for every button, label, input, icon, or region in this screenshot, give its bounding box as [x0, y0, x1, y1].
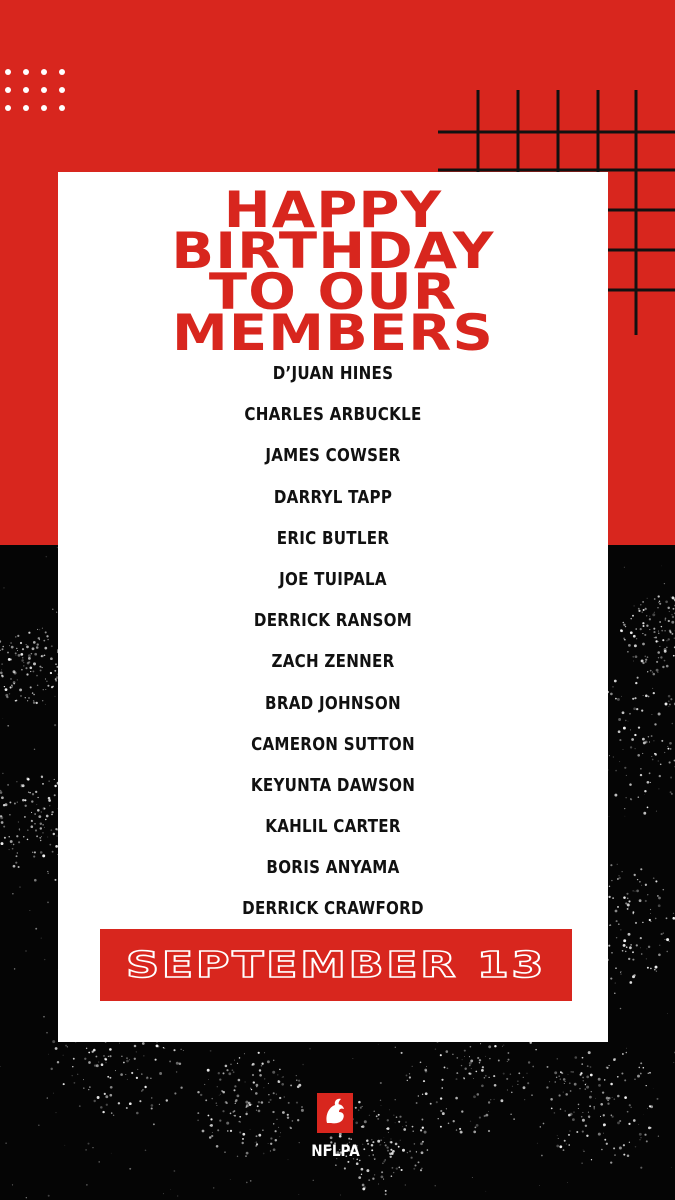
member-name: CHARLES ARBUCKLE	[244, 404, 422, 426]
member-name: DERRICK CRAWFORD	[242, 898, 424, 920]
date-banner	[100, 929, 572, 1001]
birthday-card	[58, 172, 608, 1042]
member-name: ERIC BUTLER	[276, 527, 390, 549]
member-name: JAMES COWSER	[265, 445, 401, 467]
member-name: DERRICK RANSOM	[253, 610, 413, 632]
member-name: DARRYL TAPP	[273, 486, 393, 508]
heading-line-1: HAPPY	[223, 181, 443, 239]
date-label: SEPTEMBER 13	[126, 945, 546, 986]
heading	[25, 181, 641, 362]
nflpa-shield-icon	[317, 1093, 353, 1133]
heading-line-3: TO OUR	[208, 263, 458, 321]
nflpa-logo-text: NFLPA	[311, 1141, 360, 1160]
nflpa-logo	[311, 1093, 360, 1173]
member-name: ZACH ZENNER	[271, 651, 395, 673]
member-list	[58, 359, 608, 936]
member-name: BRAD JOHNSON	[265, 692, 401, 714]
member-name: CAMERON SUTTON	[251, 733, 415, 755]
dot-grid-decoration	[0, 66, 80, 126]
member-name: KAHLIL CARTER	[265, 816, 401, 838]
member-name: D’JUAN HINES	[272, 363, 394, 384]
member-name: KEYUNTA DAWSON	[250, 774, 416, 796]
member-name: BORIS ANYAMA	[266, 857, 400, 879]
date-outline-text	[100, 929, 572, 1001]
heading-line-2: BIRTHDAY	[171, 222, 495, 280]
heading-line-4: MEMBERS	[172, 304, 494, 362]
member-name: JOE TUIPALA	[279, 568, 387, 590]
